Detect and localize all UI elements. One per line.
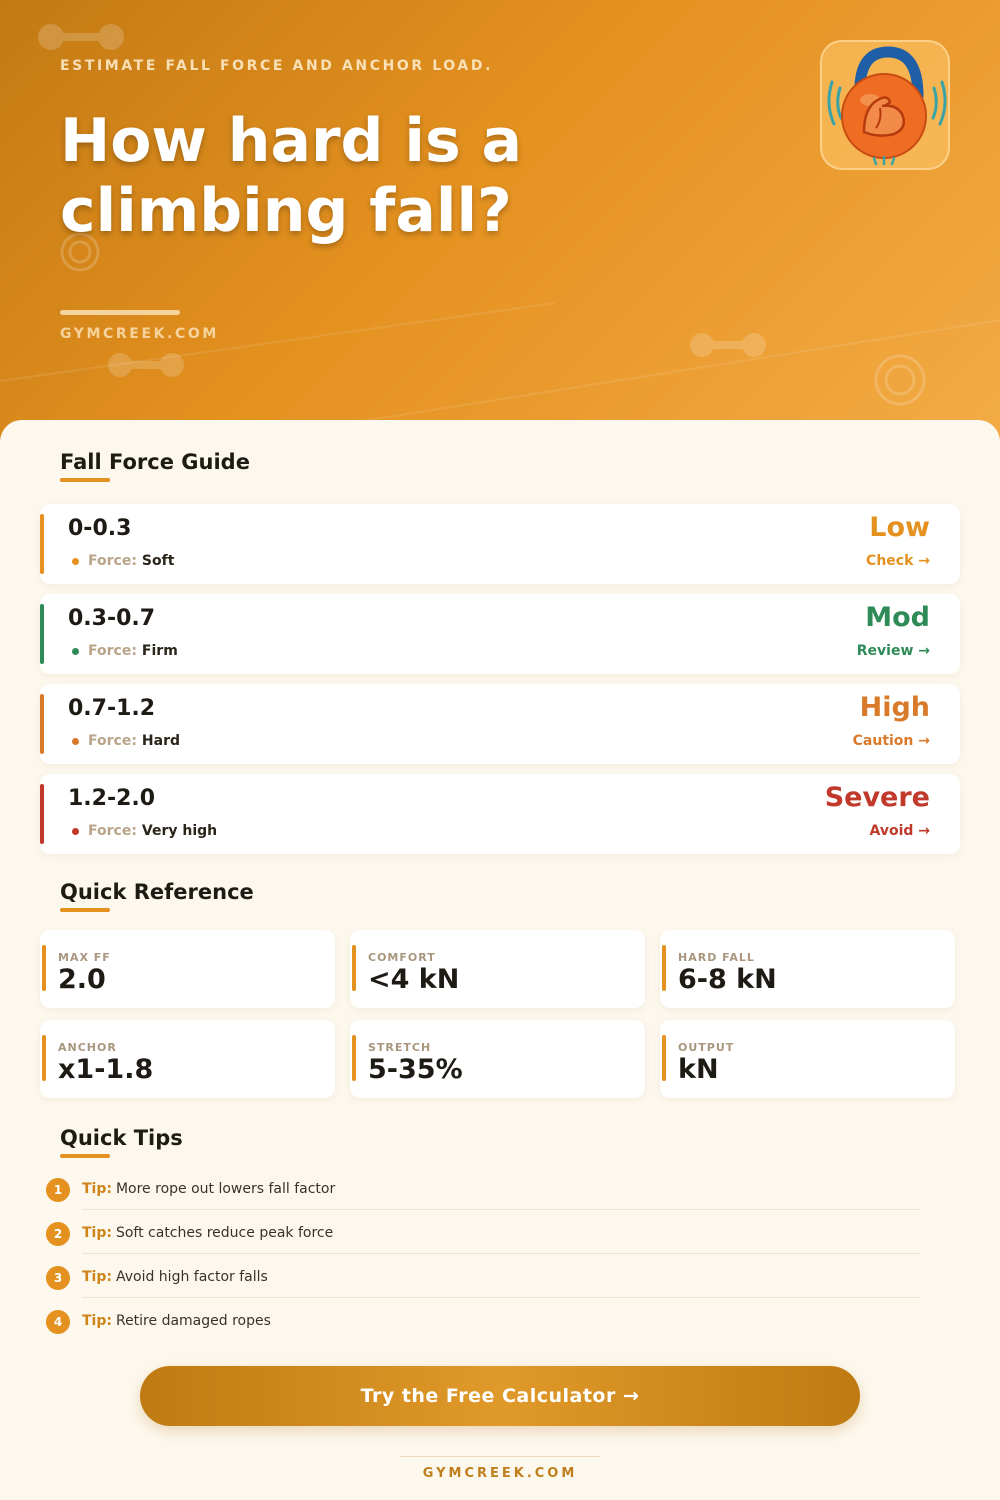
stat-label: OUTPUT xyxy=(678,1041,735,1054)
stat-accent-bar xyxy=(662,945,666,991)
level-row-severe xyxy=(40,774,960,854)
level-range: 1.2-2.0 xyxy=(68,786,156,811)
hero-site-name: GYMCREEK.COM xyxy=(60,326,219,342)
tip-text xyxy=(82,1313,271,1329)
force-value: Soft xyxy=(141,553,175,569)
stat-card-output xyxy=(660,1020,955,1098)
level-action-link[interactable]: Caution → xyxy=(852,733,930,749)
tips-section-title: Quick Tips xyxy=(60,1126,183,1150)
force-label: Force: xyxy=(88,553,137,569)
tip-content: Retire damaged ropes xyxy=(115,1313,271,1329)
tip-number-badge: 4 xyxy=(46,1310,70,1334)
stat-accent-bar xyxy=(42,1035,46,1081)
tip-divider xyxy=(82,1253,920,1254)
tip-label: Tip: xyxy=(82,1269,112,1285)
level-force xyxy=(72,823,217,839)
guide-section-title: Fall Force Guide xyxy=(60,450,250,474)
tip-number-badge: 3 xyxy=(46,1266,70,1290)
level-dot xyxy=(72,648,79,655)
tip-content: Avoid high factor falls xyxy=(115,1269,268,1285)
tip-number-badge: 1 xyxy=(46,1178,70,1202)
tip-item xyxy=(46,1266,920,1310)
tip-item xyxy=(46,1310,920,1354)
level-name: Severe xyxy=(824,782,930,813)
dumbbell-decor-icon xyxy=(106,350,186,380)
stat-accent-bar xyxy=(352,1035,356,1081)
section-underline xyxy=(60,908,110,912)
force-value: Firm xyxy=(141,643,178,659)
stat-accent-bar xyxy=(42,945,46,991)
force-value: Very high xyxy=(141,823,218,839)
force-label: Force: xyxy=(88,643,137,659)
stat-value: <4 kN xyxy=(368,964,460,995)
stat-label: STRETCH xyxy=(368,1041,432,1054)
level-accent-bar xyxy=(40,784,44,844)
level-name: High xyxy=(859,692,930,723)
tip-label: Tip: xyxy=(82,1313,112,1329)
level-force xyxy=(72,733,180,749)
stat-value: 5-35% xyxy=(368,1054,463,1085)
kettlebell-flexing-arm-icon xyxy=(822,42,952,172)
free-calculator-button[interactable]: Try the Free Calculator → xyxy=(140,1366,860,1426)
level-range: 0.7-1.2 xyxy=(68,696,156,721)
level-action-link[interactable]: Avoid → xyxy=(869,823,930,839)
dumbbell-decor-icon xyxy=(688,330,768,360)
tip-divider xyxy=(82,1297,920,1298)
page-title: How hard is a climbing fall? xyxy=(60,106,523,246)
stat-card-max-ff xyxy=(40,930,335,1008)
dumbbell-decor-icon xyxy=(36,22,126,52)
level-row-high xyxy=(40,684,960,764)
stat-value: x1-1.8 xyxy=(58,1054,154,1085)
force-label: Force: xyxy=(88,823,137,839)
level-range: 0-0.3 xyxy=(68,516,132,541)
hero-accent-bar xyxy=(60,310,180,315)
stat-value: 2.0 xyxy=(58,964,106,995)
level-name: Mod xyxy=(865,602,930,633)
footer-divider xyxy=(400,1456,600,1457)
app-logo xyxy=(820,40,950,170)
tip-item xyxy=(46,1222,920,1266)
stat-card-anchor xyxy=(40,1020,335,1098)
stat-accent-bar xyxy=(352,945,356,991)
stat-accent-bar xyxy=(662,1035,666,1081)
stat-label: ANCHOR xyxy=(58,1041,117,1054)
section-underline xyxy=(60,1154,110,1158)
footer-site-name: GYMCREEK.COM xyxy=(422,1466,578,1481)
force-value: Hard xyxy=(141,733,181,749)
tip-text xyxy=(82,1225,333,1241)
level-action-link[interactable]: Review → xyxy=(856,643,930,659)
tip-label: Tip: xyxy=(82,1181,112,1197)
level-force xyxy=(72,643,178,659)
reference-section-title: Quick Reference xyxy=(60,880,254,904)
level-action-link[interactable]: Check → xyxy=(866,553,930,569)
level-accent-bar xyxy=(40,694,44,754)
stat-card-stretch xyxy=(350,1020,645,1098)
level-range: 0.3-0.7 xyxy=(68,606,156,631)
tip-content: Soft catches reduce peak force xyxy=(115,1225,334,1241)
stat-label: COMFORT xyxy=(368,951,436,964)
level-accent-bar xyxy=(40,514,44,574)
level-dot xyxy=(72,828,79,835)
stat-value: 6-8 kN xyxy=(678,964,777,995)
tip-number-badge: 2 xyxy=(46,1222,70,1246)
level-dot xyxy=(72,738,79,745)
level-accent-bar xyxy=(40,604,44,664)
level-name: Low xyxy=(869,512,930,543)
hero-banner xyxy=(0,0,1000,440)
force-label: Force: xyxy=(88,733,137,749)
tip-text xyxy=(82,1269,268,1285)
ring-decor-icon xyxy=(872,352,928,408)
hero-tagline: ESTIMATE FALL FORCE AND ANCHOR LOAD. xyxy=(60,58,494,74)
stat-card-hard-fall xyxy=(660,930,955,1008)
level-dot xyxy=(72,558,79,565)
stat-card-comfort xyxy=(350,930,645,1008)
stat-value: kN xyxy=(678,1054,719,1085)
tip-text xyxy=(82,1181,335,1197)
tip-content: More rope out lowers fall factor xyxy=(115,1181,336,1197)
level-row-low xyxy=(40,504,960,584)
section-underline xyxy=(60,478,110,482)
stat-label: HARD FALL xyxy=(678,951,755,964)
tip-label: Tip: xyxy=(82,1225,112,1241)
tip-divider xyxy=(82,1209,920,1210)
level-row-mod xyxy=(40,594,960,674)
tip-item xyxy=(46,1178,920,1222)
level-force xyxy=(72,553,174,569)
stat-label: MAX FF xyxy=(58,951,111,964)
